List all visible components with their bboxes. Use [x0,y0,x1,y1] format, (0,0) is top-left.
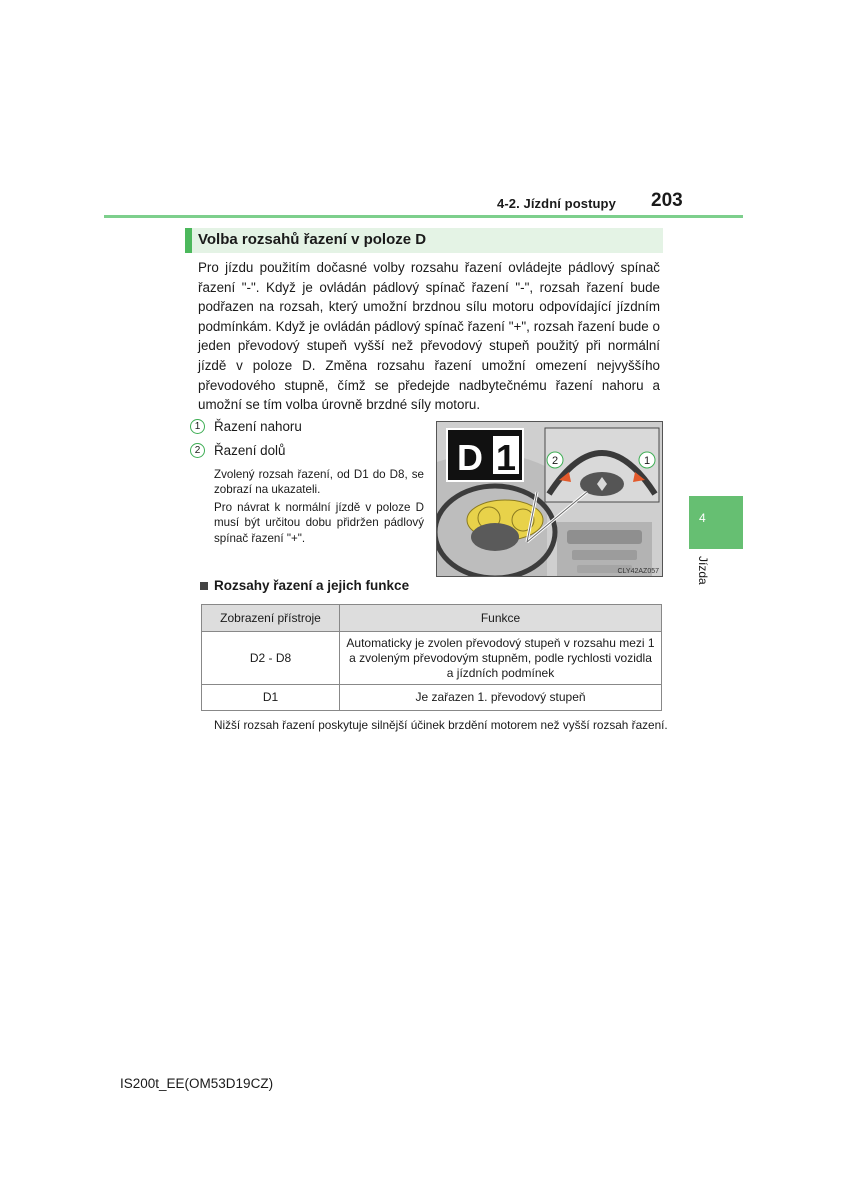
figure-code: CLY42AZ057 [617,568,659,575]
number-badge: 1 [190,419,205,434]
function-line: a zvoleným převodovým stupněm, podle rychlosti vozidla [349,650,652,665]
cockpit-illustration [436,421,663,577]
subheading-text: Rozsahy řazení a jejich funkce [214,578,410,593]
shift-range-table [201,604,662,711]
note-range-display: Zvolený rozsah řazení, od D1 do D8, se zobrazí na ukazateli. [214,468,424,497]
table-row [202,632,662,685]
function-line: Automaticky je zvolen převodový stupeň v rozsahu mezi 1 [346,635,655,650]
note-return-normal: Pro návrat k normální jízdě v poloze D musí být určitou dobu přidržen pádlový spínač řazení "+". [214,501,424,545]
table-row [202,685,662,711]
function-line: Je zařazen 1. převodový stupeň [415,690,586,704]
callout-1-label: 1 [643,455,651,467]
table-cell-function [340,685,662,711]
page-number: 203 [651,190,683,211]
bullet-square-icon [200,582,208,590]
table-footnote: Nižší rozsah řazení poskytuje silnější účinek brzdění motorem než vyšší rozsah řazení. [214,718,668,732]
footer-doc-code: IS200t_EE(OM53D19CZ) [120,1076,274,1091]
body-paragraph: Pro jízdu použitím dočasné volby rozsahu řazení ovládejte pádlový spínač řazení "-". Když je ovládán pádlový spínač řazení "-", rozsah řazení bude podřazen na rozsah, který umožní brzdnou sílu motoru odpovídající jízdním podmínkám. Když je ovládán pádlový spínač řazení "+", rozsah řazení bude o jeden převodový stupeň vyšší než převodový stupeň použitý při normální jízdě v poloze D. Změna rozsahu řazení umožní omezení nejvyššího převodového stupně, čímž se předejde nadbytečnému řazení nahoru a umožní se tím volba úrovně brzdné síly motoru. [198,260,660,413]
gear-display-letter: D [457,437,483,478]
function-line: a jízdních podmínek [446,665,555,680]
section-title: Volba rozsahů řazení v poloze D [198,231,427,248]
table-header-display: Zobrazení přístroje [202,605,340,632]
section-title-box [185,228,663,253]
list-item-label: Řazení dolů [214,443,286,458]
header-section-title: 4-2. Jízdní postupy [497,196,616,211]
chapter-label: Jízda [696,556,710,585]
chapter-number: 4 [699,511,706,525]
table-header-function: Funkce [340,605,662,632]
list-item-upshift [190,419,302,434]
list-item-label: Řazení nahoru [214,419,302,434]
table-cell-display: D2 - D8 [202,632,340,685]
list-item-downshift [190,443,285,458]
table-cell-function [340,632,662,685]
number-badge: 2 [190,443,205,458]
subheading [200,578,409,593]
callout-2-label: 2 [551,455,559,467]
table-cell-display: D1 [202,685,340,711]
gear-display-number: 1 [495,437,517,478]
header-divider [104,215,743,218]
chapter-tab [689,496,743,549]
